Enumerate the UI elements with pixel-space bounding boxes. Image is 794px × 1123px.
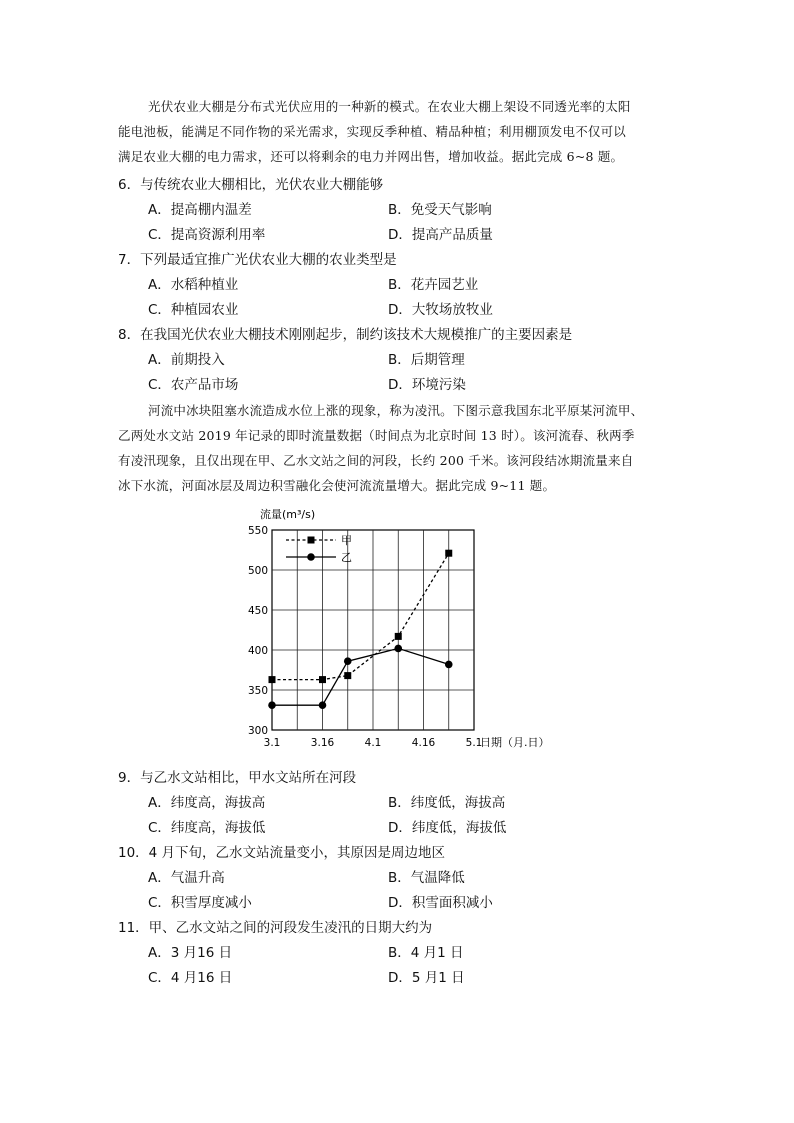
question-10-option-a: A．气温升高 xyxy=(148,870,225,886)
question-11-option-d: D．5 月1 日 xyxy=(388,970,465,986)
question-8-option-b: B．后期管理 xyxy=(388,352,465,368)
series-point-甲 xyxy=(445,550,452,557)
question-10-option-b: B．气温降低 xyxy=(388,870,465,886)
series-point-甲 xyxy=(344,672,351,679)
chart-marks xyxy=(268,550,452,709)
chart-x-tick-label: 3.16 xyxy=(310,737,335,749)
legend-label-乙: 乙 xyxy=(341,551,352,564)
question-9-option-a: A．纬度高，海拔高 xyxy=(148,795,266,811)
chart-y-tick-label: 550 xyxy=(247,525,268,537)
chart-x-axis-label: 日期（月.日） xyxy=(480,736,550,749)
question-9-option-b: B．纬度低，海拔高 xyxy=(388,795,506,811)
series-point-乙 xyxy=(445,661,453,669)
series-point-乙 xyxy=(268,701,276,709)
chart-x-tick-label: 4.1 xyxy=(364,737,382,749)
question-9-stem: 9．与乙水文站相比，甲水文站所在河段 xyxy=(118,770,357,786)
question-8-stem: 8．在我国光伏农业大棚技术刚刚起步，制约该技术大规模推广的主要因素是 xyxy=(118,327,573,343)
question-10-option-d: D．积雪面积减小 xyxy=(388,895,493,911)
passage1-line-1: 光伏农业大棚是分布式光伏应用的一种新的模式。在农业大棚上架设不同透光率的太阳 xyxy=(148,99,631,114)
passage2-line-3: 有凌汛现象，且仅出现在甲、乙水文站之间的河段，长约 200 千米。该河段结冰期流量来自 xyxy=(118,453,634,468)
legend-marker-乙 xyxy=(307,553,315,561)
series-point-甲 xyxy=(395,633,402,640)
question-8-option-a: A．前期投入 xyxy=(148,352,225,368)
question-10-stem: 10．4 月下旬，乙水文站流量变小，其原因是周边地区 xyxy=(118,845,446,861)
question-7-option-d: D．大牧场放牧业 xyxy=(388,302,493,318)
question-9-option-c: C．纬度高，海拔低 xyxy=(148,820,266,836)
question-6-option-b: B．免受天气影响 xyxy=(388,202,492,218)
series-point-乙 xyxy=(394,645,402,653)
chart-y-axis-label: 流量(m³/s) xyxy=(260,508,316,521)
chart-x-tick-label: 5.1 xyxy=(465,737,483,749)
series-point-甲 xyxy=(319,676,326,683)
chart-y-tick-label: 450 xyxy=(247,605,268,617)
question-10-option-c: C．积雪厚度减小 xyxy=(148,895,252,911)
question-6-option-d: D．提高产品质量 xyxy=(388,227,493,243)
question-7-stem: 7．下列最适宜推广光伏农业大棚的农业类型是 xyxy=(118,252,397,268)
passage1-line-2: 能电池板，能满足不同作物的采光需求，实现反季种植、精品种植；利用棚顶发电不仅可以 xyxy=(118,124,627,139)
legend-marker-甲 xyxy=(308,537,315,544)
question-7-option-c: C．种植园农业 xyxy=(148,302,239,318)
chart-y-tick-label: 300 xyxy=(247,725,268,737)
question-11-option-a: A．3 月16 日 xyxy=(148,945,233,961)
chart-y-tick-label: 350 xyxy=(247,685,268,697)
question-6-stem: 6．与传统农业大棚相比，光伏农业大棚能够 xyxy=(118,177,384,193)
question-11-option-c: C．4 月16 日 xyxy=(148,970,233,986)
passage2-line-1: 河流中冰块阻塞水流造成水位上涨的现象，称为凌汛。下图示意我国东北平原某河流甲、 xyxy=(148,403,644,418)
question-7-option-b: B．花卉园艺业 xyxy=(388,277,479,293)
passage2-line-4: 冰下水流，河面冰层及周边积雪融化会使河流流量增大。据此完成 9~11 题。 xyxy=(118,478,556,493)
series-line-乙 xyxy=(272,648,449,705)
legend-label-甲: 甲 xyxy=(341,534,352,547)
chart-y-tick-label: 500 xyxy=(247,565,268,577)
question-9-option-d: D．纬度低，海拔低 xyxy=(388,820,507,836)
series-point-乙 xyxy=(344,657,352,665)
passage2-line-2: 乙两处水文站 2019 年记录的即时流量数据（时间点为北京时间 13 时）。该河流春、秋两季 xyxy=(118,428,635,443)
question-11-stem: 11．甲、乙水文站之间的河段发生凌汛的日期大约为 xyxy=(118,920,433,936)
series-point-甲 xyxy=(269,676,276,683)
chart-y-tick-label: 400 xyxy=(247,645,268,657)
series-point-乙 xyxy=(319,701,327,709)
question-8-option-d: D．环境污染 xyxy=(388,377,466,393)
chart-legend xyxy=(286,534,352,564)
series-line-甲 xyxy=(272,553,449,679)
chart-x-tick-label: 4.16 xyxy=(411,737,436,749)
question-8-option-c: C．农产品市场 xyxy=(148,377,239,393)
chart-x-tick-label: 3.1 xyxy=(263,737,281,749)
question-6-option-c: C．提高资源利用率 xyxy=(148,227,266,243)
passage1-line-3: 满足农业大棚的电力需求，还可以将剩余的电力并网出售，增加收益。据此完成 6~8 题。 xyxy=(118,149,624,164)
chart-grid xyxy=(248,525,482,749)
question-7-option-a: A．水稻种植业 xyxy=(148,277,239,293)
question-11-option-b: B．4 月1 日 xyxy=(388,945,464,961)
question-6-option-a: A．提高棚内温差 xyxy=(148,202,252,218)
flow-chart xyxy=(240,500,560,758)
